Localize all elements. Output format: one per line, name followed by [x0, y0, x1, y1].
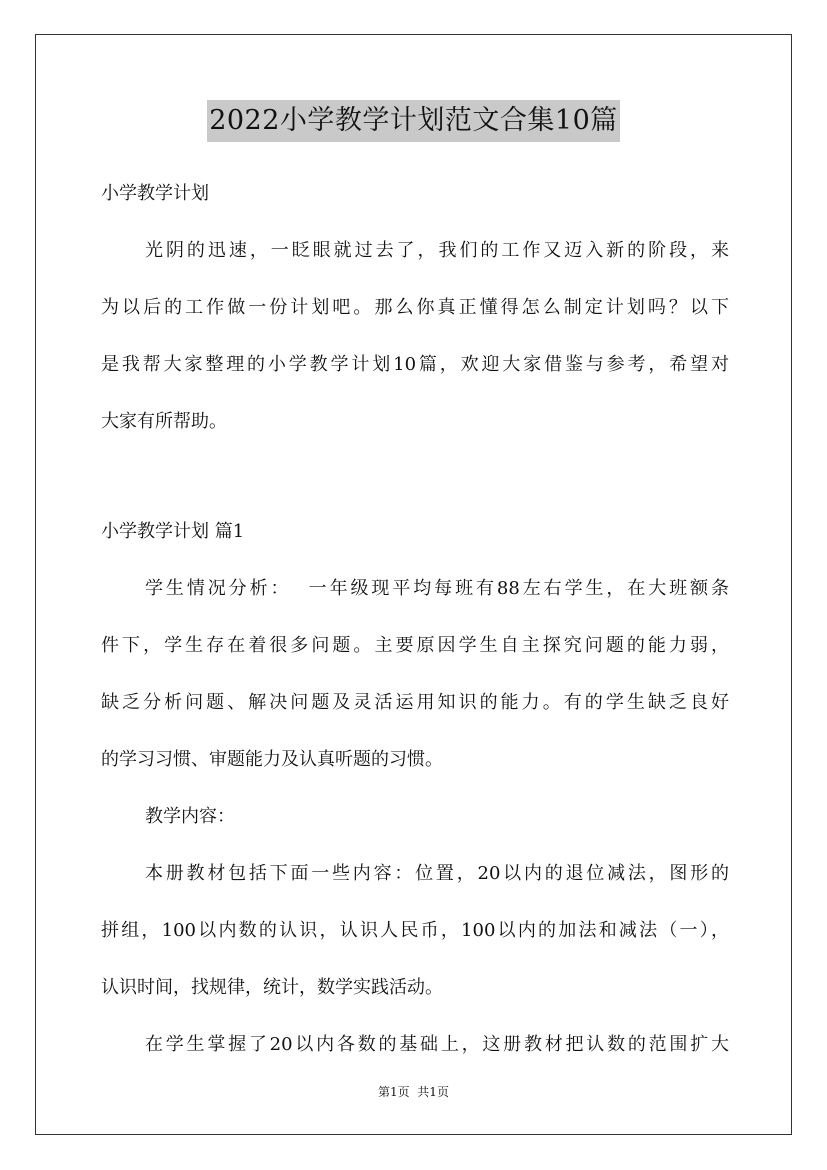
- intro-paragraph: [101, 222, 729, 450]
- paragraph-line: 光阴的迅速，一眨眼就过去了，我们的工作又迈入新的阶段，来: [145, 240, 729, 261]
- paragraph-line: 的学习习惯、审题能力及认真听题的习惯。: [101, 749, 443, 770]
- section-heading: 小学教学计划 篇1: [101, 521, 245, 542]
- paragraph-line: 在学生掌握了20以内各数的基础上，这册教材把认数的范围扩大: [145, 1034, 729, 1055]
- paragraph-line: 认识时间，找规律，统计，数学实践活动。: [101, 977, 443, 998]
- number-range-paragraph: [101, 1016, 729, 1073]
- title-container: [0, 100, 827, 142]
- paragraph-line: 缺乏分析问题、解决问题及灵活运用知识的能力。有的学生缺乏良好: [101, 692, 729, 713]
- paragraph-line: 是我帮大家整理的小学教学计划10篇，欢迎大家借鉴与参考，希望对: [101, 354, 729, 375]
- paragraph-line: 大家有所帮助。: [101, 411, 227, 432]
- document-title: 2022小学教学计划范文合集10篇: [207, 100, 620, 142]
- teaching-content-label: 教学内容：: [145, 806, 235, 827]
- intro-heading: 小学教学计划: [101, 183, 209, 204]
- section-spacer: [101, 450, 729, 504]
- document-body: [101, 166, 729, 1073]
- page-footer: 第1页 共1页: [378, 1085, 449, 1099]
- paragraph-line: 本册教材包括下面一些内容：位置，20以内的退位减法，图形的: [145, 863, 729, 884]
- paragraph-line: 件下，学生存在着很多问题。主要原因学生自主探究问题的能力弱，: [101, 635, 729, 656]
- paragraph-line: 学生情况分析： 一年级现平均每班有88左右学生，在大班额条: [145, 578, 729, 599]
- paragraph-line: 为以后的工作做一份计划吧。那么你真正懂得怎么制定计划吗？以下: [101, 297, 729, 318]
- paragraph-line: 拼组，100以内数的认识，认识人民币，100以内的加法和减法（一），: [101, 920, 729, 941]
- student-analysis-paragraph: [101, 560, 729, 788]
- teaching-content-paragraph: [101, 845, 729, 1016]
